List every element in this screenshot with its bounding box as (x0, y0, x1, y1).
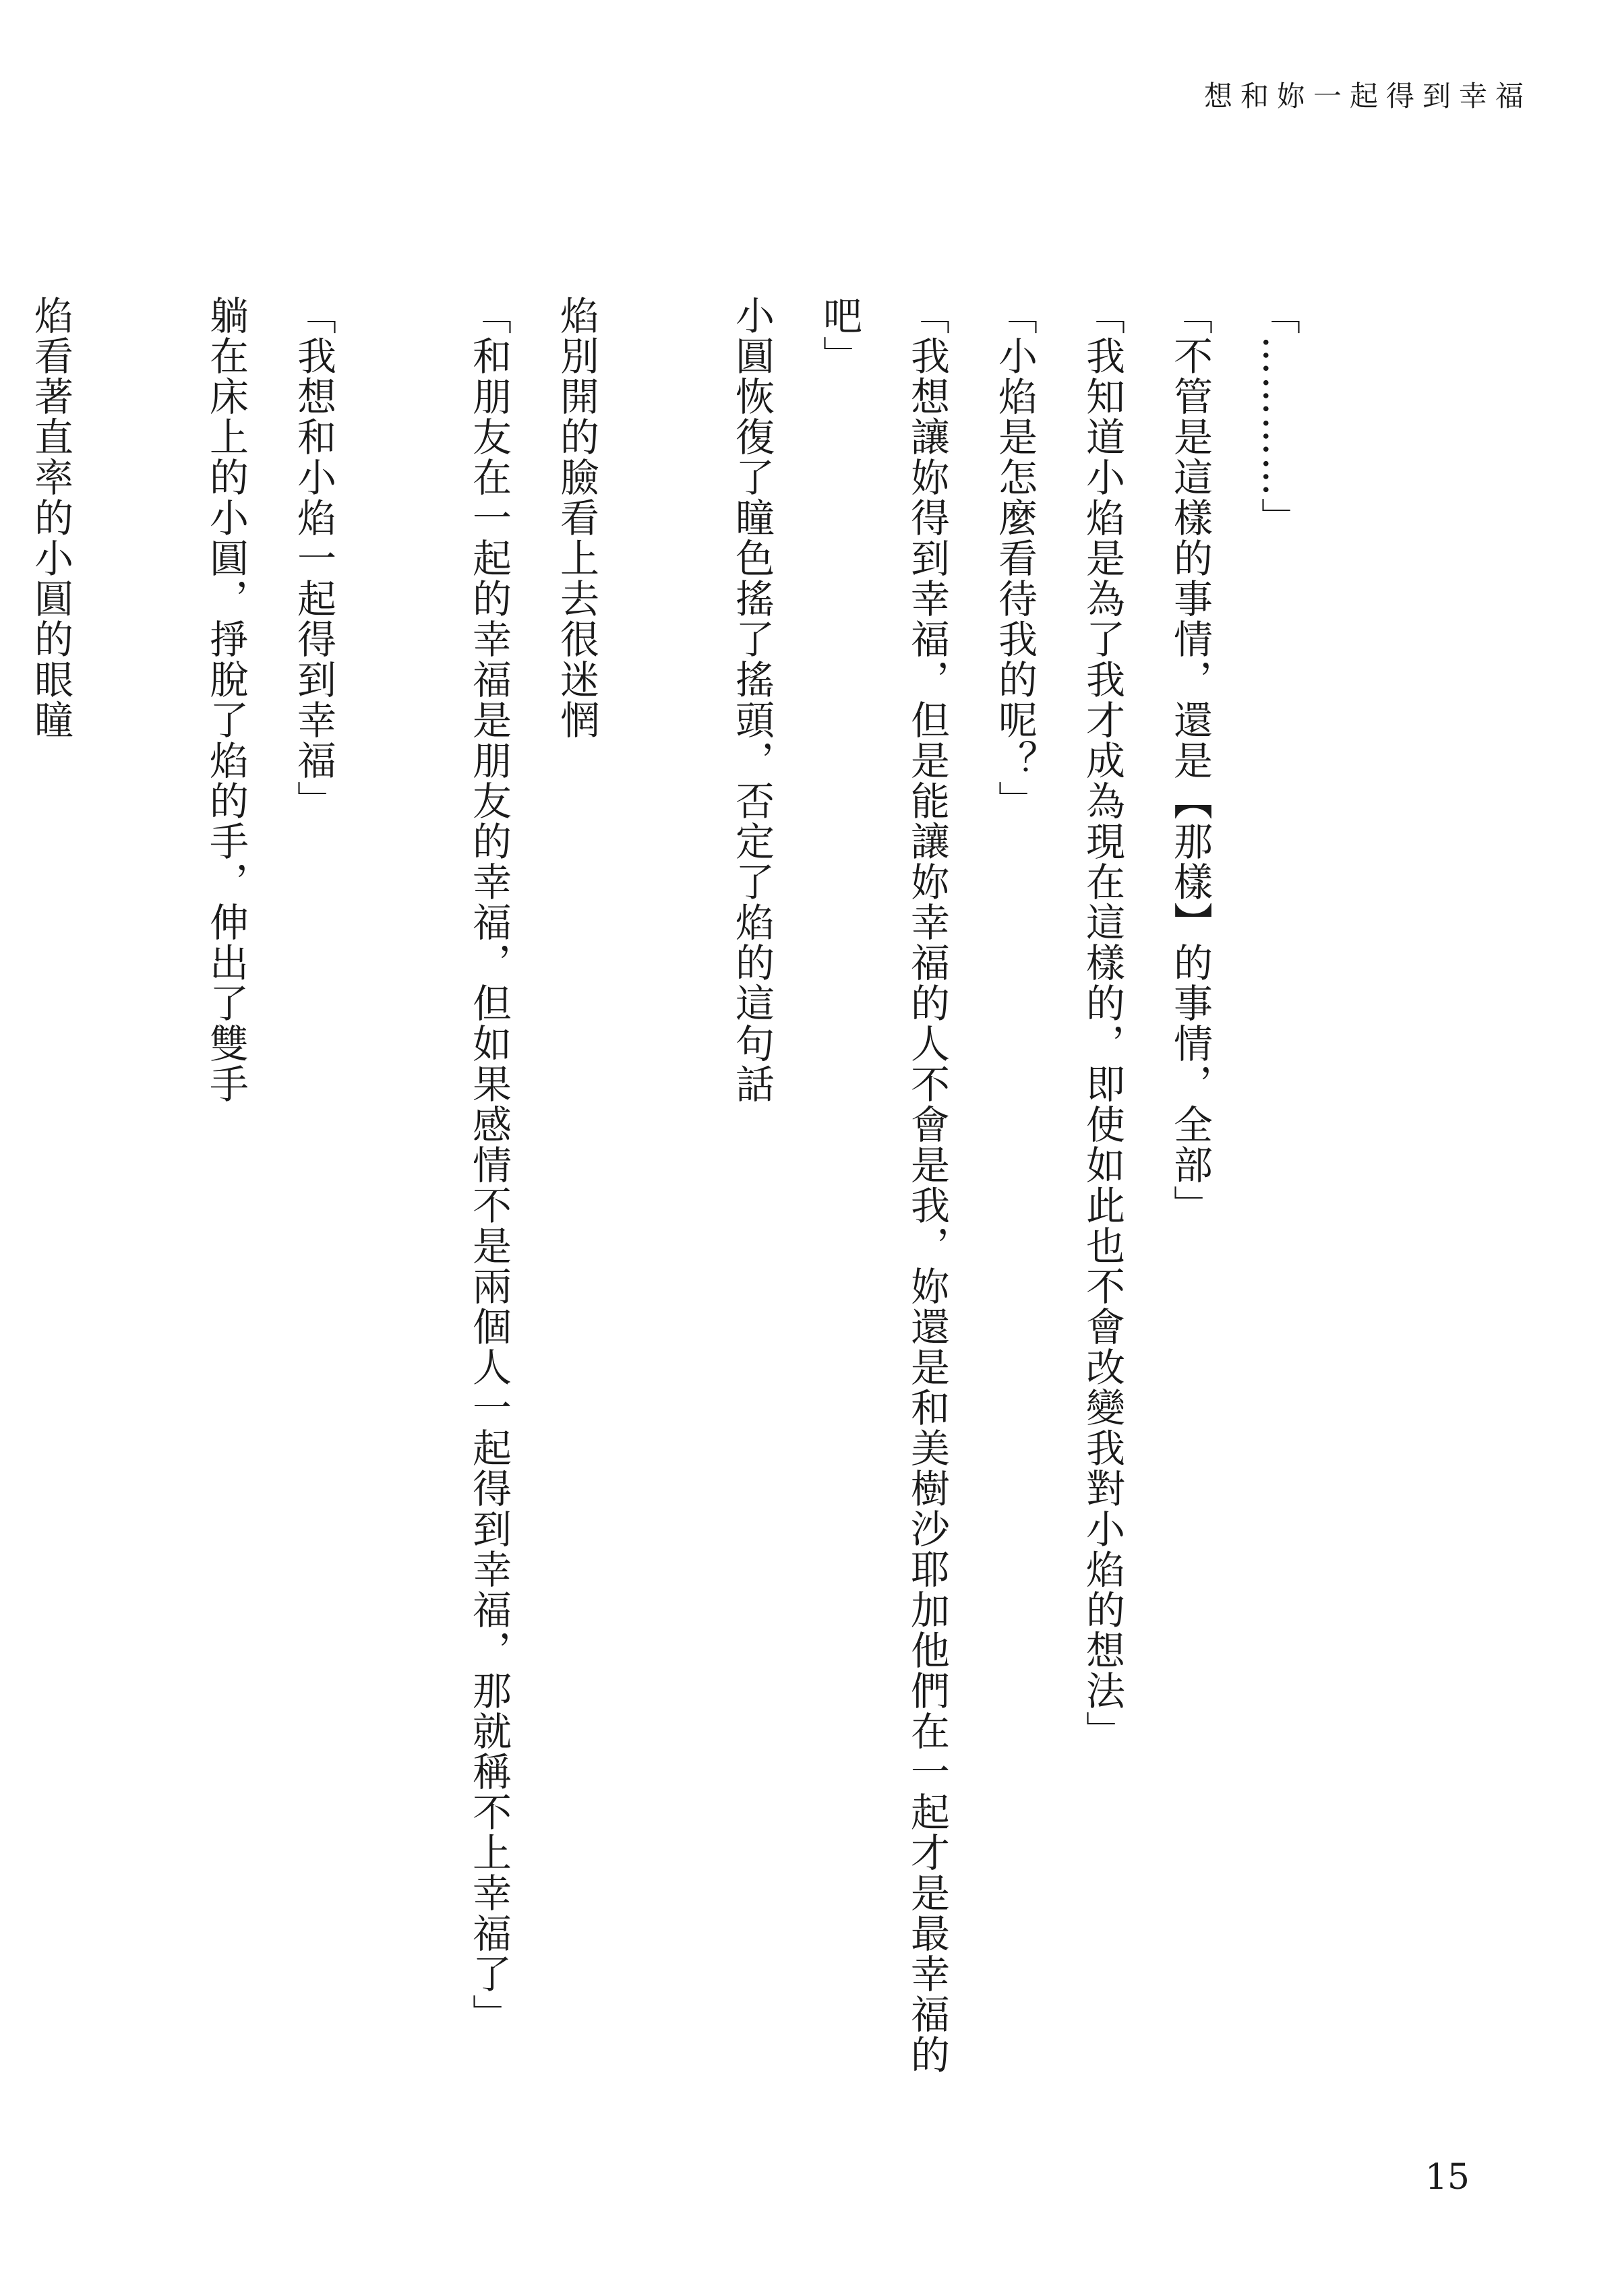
page-number: 15 (1425, 2157, 1470, 2198)
paragraph: 小圓恢復了瞳色搖了搖頭，否定了焰的這句話 (729, 295, 775, 1104)
paragraph: 焰別開的臉看上去很迷惘 (553, 295, 599, 740)
running-title: 想和妳一起得到幸福 (1203, 80, 1532, 113)
paragraph: 「我知道小焰是為了我才成為現在這樣的，即使如此也不會改變我對小焰的想法」 (1079, 295, 1125, 1751)
paragraph: 「和朋友在一起的幸福是朋友的幸福，但如果感情不是兩個人一起得到幸福，那就稱不上幸福了」 (466, 295, 512, 2034)
paragraph: 「我想讓妳得到幸福，但是能讓妳幸福的人不會是我，妳還是和美樹沙耶加他們在一起才是最幸福的吧」 (816, 295, 950, 2075)
paragraph: 躺在床上的小圓，掙脫了焰的手，伸出了雙手 (203, 295, 249, 1104)
vertical-body-text (28, 295, 1321, 2115)
paragraph: 「不管是這樣的事情，還是【那樣】的事情，全部」 (1167, 295, 1213, 1226)
paragraph: 焰看著直率的小圓的眼瞳 (28, 295, 73, 740)
paragraph: 「小焰是怎麼看待我的呢？」 (992, 295, 1038, 821)
paragraph: 「我想和小焰一起得到幸福」 (291, 295, 336, 821)
paragraph: 「…………」 (1255, 295, 1300, 538)
